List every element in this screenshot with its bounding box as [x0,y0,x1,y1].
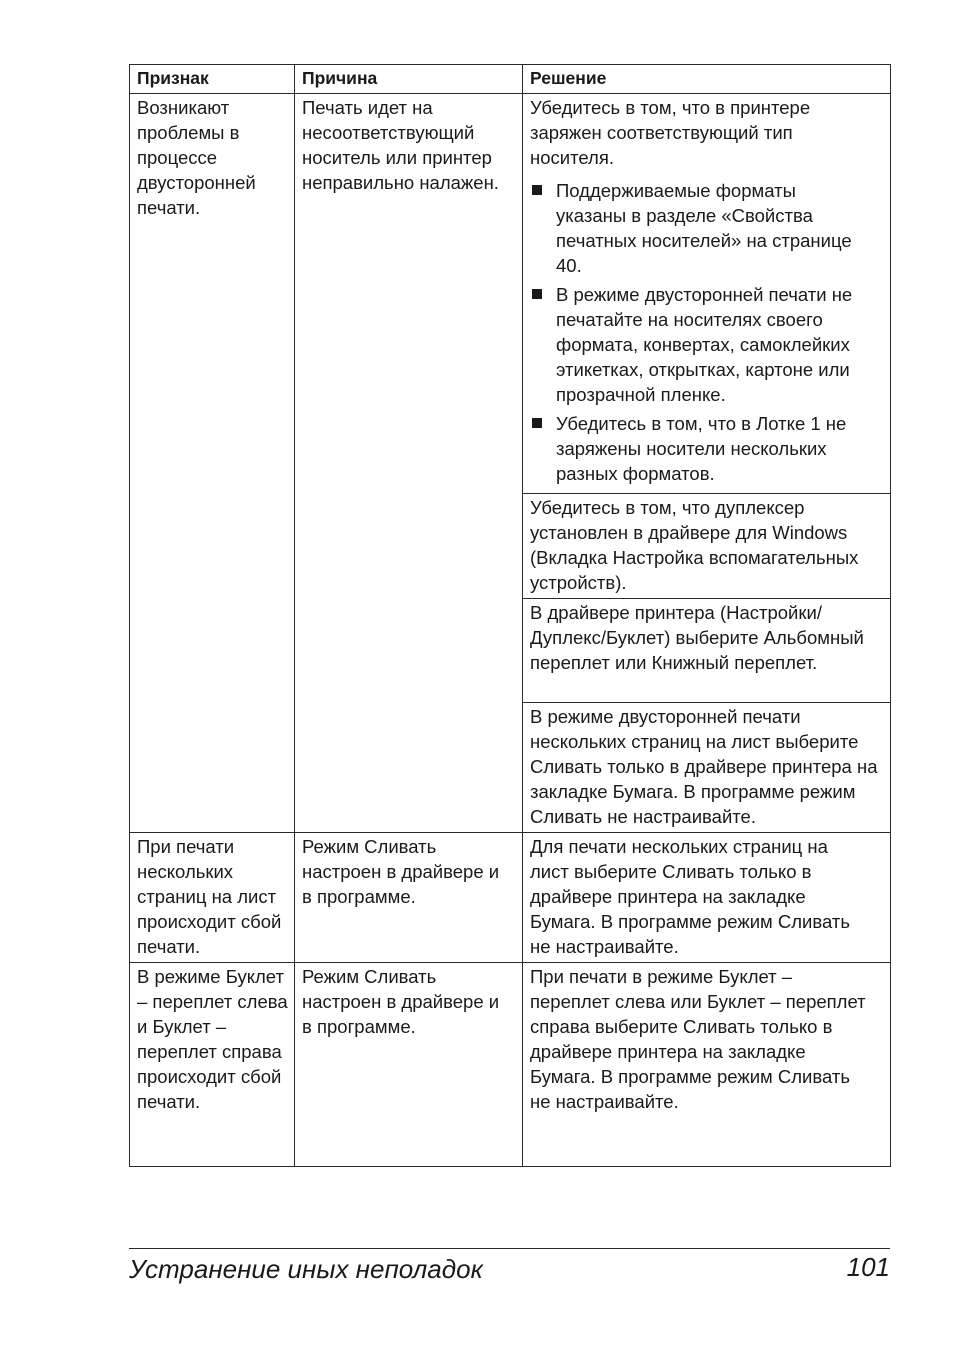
page-number: 101 [846,1252,890,1282]
square-bullet-icon [532,185,542,195]
row1-solution-2: Убедитесь в том, что дуплексер установлен в драйвере для Windows (Вкладка Настройка вспомагательных устройств). [530,497,859,593]
solution-bullet-list [530,178,885,486]
row1-solution-intro: Убедитесь в том, что в принтере заряжен соответствующий тип носителя. [530,97,811,168]
row2-solution: Для печати нескольких страниц на лист выберите Сливать только в драйвере принтера на закладке Бумага. В программе режим Сливать не настраивайте. [530,836,851,957]
row3-cause: Режим Сливать настроен в драйвере и в программе. [302,966,500,1037]
footer-section-title: Устранение иных неполадок [129,1254,483,1284]
table-header-row [130,65,891,94]
square-bullet-icon [532,418,542,428]
row1-symptom: Возникают проблемы в процессе двусторонней печати. [137,97,256,218]
row3-symptom: В режиме Буклет – переплет слева и Буклет – переплет справа происходит сбой печати. [137,966,288,1112]
row2-symptom: При печати нескольких страниц на лист происходит сбой печати. [137,836,282,957]
row1-solution-3: В драйвере принтера (Настройки/ Дуплекс/Буклет) выберите Альбомный переплет или Книжный переплет. [530,602,864,673]
header-cause: Причина [295,65,523,94]
header-symptom: Признак [130,65,295,94]
list-item: Поддерживаемые форматы указаны в разделе «Свойства печатных носителей» на странице 40. [530,178,885,278]
table-row [130,963,891,1167]
row3-solution: При печати в режиме Буклет – переплет слева или Буклет – переплет справа выберите Сливать только в драйвере принтера на закладке Бумага. В программе режим Сливать не настраивайте. [530,966,866,1112]
square-bullet-icon [532,289,542,299]
list-item: В режиме двусторонней печати не печатайте на носителях своего формата, конвертах, самоклейких этикетках, открытках, картоне или прозрачной пленке. [530,282,885,407]
footer-divider [129,1248,890,1249]
table-row [130,833,891,963]
troubleshooting-table [129,64,891,1167]
header-solution: Решение [523,65,891,94]
row1-solution-4: В режиме двусторонней печати нескольких страниц на лист выберите Сливать только в драйвере принтера на закладке Бумага. В программе режим Сливать не настраивайте. [530,706,878,827]
table-row [130,94,891,494]
row1-cause: Печать идет на несоответствующий носитель или принтер неправильно налажен. [302,97,499,193]
list-item: Убедитесь в том, что в Лотке 1 не заряжены носители нескольких разных форматов. [530,411,885,486]
row2-cause: Режим Сливать настроен в драйвере и в программе. [302,836,500,907]
